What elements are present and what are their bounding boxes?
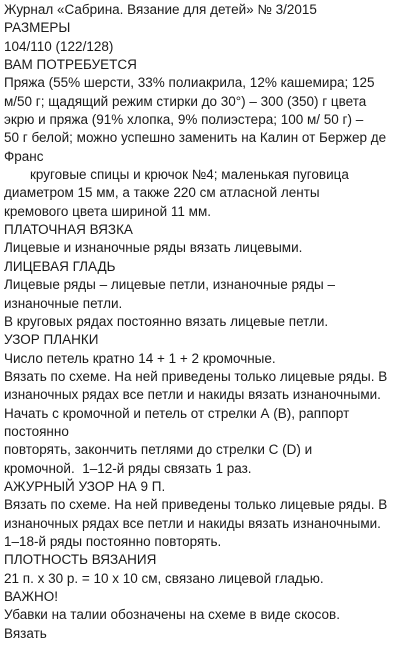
text-line: Лицевые и изнаночные ряды вязать лицевыми. xyxy=(4,240,303,256)
text-line: 21 п. х 30 р. = 10 х 10 см, связано лицевой гладью. xyxy=(4,570,324,586)
text-line: 104/110 (122/128) xyxy=(4,38,114,54)
text-line: В круговых рядах постоянно вязать лицевые петли. xyxy=(4,313,329,329)
text-line: Франс xyxy=(4,148,44,164)
text-line: кромочной. 1–12-й ряды связать 1 раз. xyxy=(4,460,252,476)
text-line: Убавки на талии обозначены на схеме в виде скосов. xyxy=(4,607,340,623)
text-line: Число петель кратно 14 + 1 + 2 кромочные. xyxy=(4,350,276,366)
text-line: ЛИЦЕВАЯ ГЛАДЬ xyxy=(4,258,116,274)
text-line: Лицевые ряды – лицевые петли, изнаночные ряды – xyxy=(4,277,336,293)
text-line: Пряжа (55% шерсти, 33% полиакрила, 12% кашемира; 125 xyxy=(4,75,375,91)
text-line: ВАЖНО! xyxy=(4,589,59,604)
text-line: изнаночные петли. xyxy=(4,295,123,311)
text-line: ВАМ ПОТРЕБУЕТСЯ xyxy=(4,57,137,73)
text-line: ПЛАТОЧНАЯ ВЯЗКА xyxy=(4,222,133,238)
text-line: изнаночных рядах все петли и накиды вязать изнаночными. xyxy=(4,515,381,531)
text-line: кремового цвета шириной 11 мм. xyxy=(4,203,211,219)
text-line: Вязать xyxy=(4,625,47,641)
text-line: Журнал «Сабрина. Вязание для детей» № 3/2015 xyxy=(4,2,317,17)
text-line: экрю и пряжа (91% хлопка, 9% полиэстера; 100 м/ 50 г) – xyxy=(4,112,364,128)
text-line: ПЛОТНОСТЬ ВЯЗАНИЯ xyxy=(4,552,157,568)
text-line: УЗОР ПЛАНКИ xyxy=(4,332,99,348)
text-line: постоянно xyxy=(4,423,69,439)
text-line: АЖУРНЫЙ УЗОР НА 9 П. xyxy=(4,478,166,494)
text-line: РАЗМЕРЫ xyxy=(4,20,71,36)
text-line: м/50 г; щадящий режим стирки до 30°) – 300 (350) г цвета xyxy=(4,93,367,109)
text-line: Вязать по схеме. На ней приведены только лицевые ряды. В xyxy=(4,368,388,384)
text-line: Вязать по схеме. На ней приведены только лицевые ряды. В xyxy=(4,497,388,513)
text-line: повторять, закончить петлями до стрелки С (D) и xyxy=(4,442,313,458)
text-line: диаметром 15 мм, а также 220 см атласной ленты xyxy=(4,185,320,201)
text-line: 1–18-й ряды постоянно повторять. xyxy=(4,533,222,549)
text-line: 50 г белой; можно успешно заменить на Калин от Бержер де xyxy=(4,130,387,146)
text-line: круговые спицы и крючок №4; маленькая пуговица xyxy=(30,167,349,183)
text-line: изнаночных рядах все петли и накиды вязать изнаночными. xyxy=(4,387,381,403)
text-line: Начать с кромочной и петель от стрелки А (В), раппорт xyxy=(4,405,350,421)
